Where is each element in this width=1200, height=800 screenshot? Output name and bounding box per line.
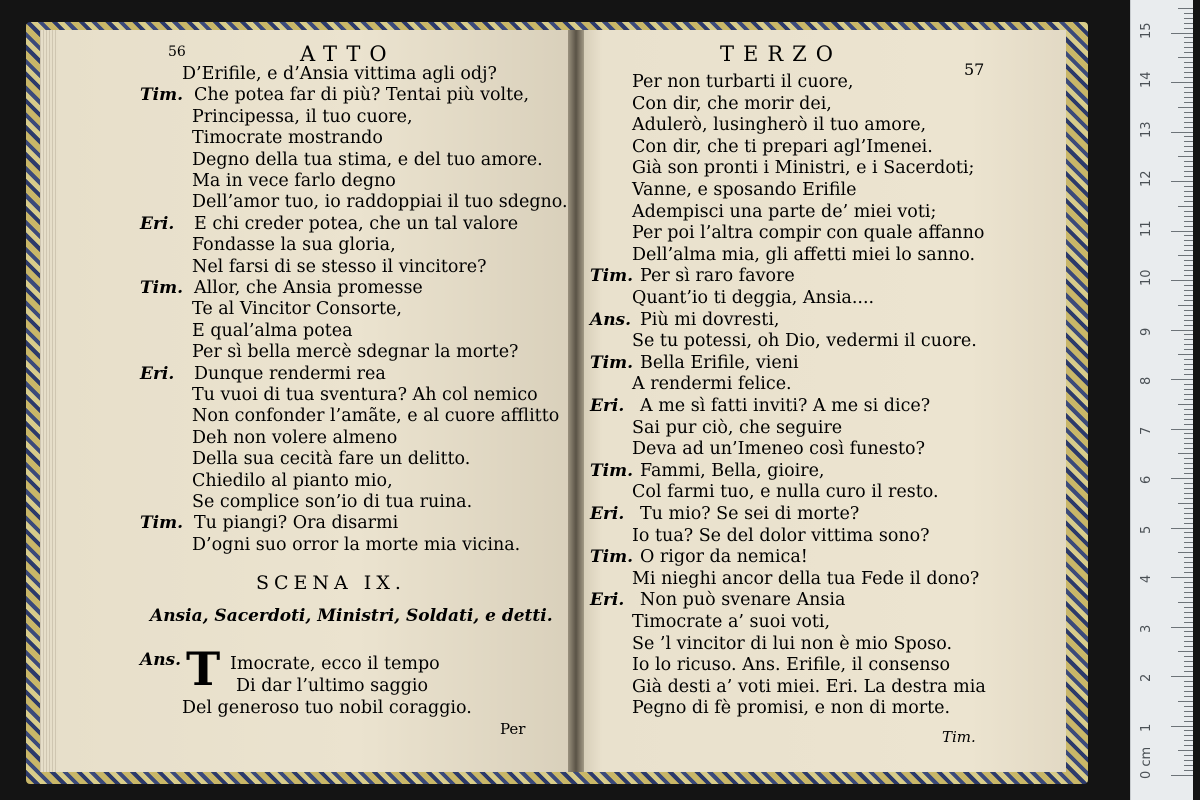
verse-line: Principessa, il tuo cuore,: [192, 106, 413, 127]
ruler-label: 2: [1139, 673, 1154, 682]
speaker-label: Tim.: [590, 460, 634, 481]
ruler-tick: [1184, 760, 1193, 761]
ruler-tick: [1184, 221, 1193, 222]
verse-line: Ma in vece farlo degno: [192, 171, 396, 191]
verse-line: Per poi l’altra compir con quale affanno: [632, 223, 985, 244]
ruler-tick: [1178, 107, 1193, 108]
ruler-tick: [1184, 161, 1193, 162]
ruler-tick: [1184, 359, 1193, 360]
scene-line: Del generoso tuo nobil coraggio.: [182, 698, 472, 718]
ruler-tick: [1184, 87, 1193, 88]
ruler-tick: [1184, 706, 1193, 707]
ruler-tick: [1184, 597, 1193, 598]
ruler-tick: [1184, 498, 1193, 499]
ruler-tick: [1184, 18, 1193, 19]
verse-line: Vanne, e sposando Erifile: [632, 180, 857, 200]
ruler-tick: [1184, 389, 1193, 390]
ruler-tick: [1184, 275, 1193, 276]
ruler-tick: [1184, 394, 1193, 395]
ruler-tick: [1184, 265, 1193, 266]
ruler-tick: [1184, 102, 1193, 103]
verse-line: Non può svenare Ansia: [640, 590, 846, 611]
ruler-tick: [1184, 240, 1193, 241]
ruler-tick: [1178, 255, 1193, 256]
ruler-tick: [1184, 711, 1193, 712]
ruler-tick: [1184, 290, 1193, 291]
ruler-tick: [1184, 226, 1193, 227]
ruler-tick: [1184, 364, 1193, 365]
verse-line: Io tua? Se del dolor vittima sono?: [632, 525, 930, 546]
ruler-tick: [1171, 181, 1193, 182]
verse-line: Che potea far di più? Tentai più volte,: [194, 85, 530, 106]
ruler-tick: [1184, 186, 1193, 187]
ruler-label: 7: [1139, 426, 1154, 435]
left-catchword: Per: [500, 720, 526, 738]
ruler-label: 3: [1139, 624, 1154, 633]
ruler-tick: [1184, 419, 1193, 420]
verse-line: Dell’amor tuo, io raddoppiai il tuo sdegno.: [192, 192, 568, 213]
ruler-tick: [1184, 681, 1193, 682]
ruler-tick: [1184, 567, 1193, 568]
speaker-label: Tim.: [140, 85, 184, 106]
ruler-tick: [1178, 354, 1193, 355]
ruler-tick: [1184, 344, 1193, 345]
ruler-tick: [1184, 671, 1193, 672]
ruler-tick: [1184, 508, 1193, 509]
ruler-tick: [1184, 141, 1193, 142]
ruler-tick: [1171, 33, 1193, 34]
ruler-tick: [1184, 523, 1193, 524]
ruler-tick: [1184, 735, 1193, 736]
ruler-tick: [1184, 547, 1193, 548]
verse-line: Quant’io ti deggia, Ansia....: [632, 288, 875, 308]
ruler-tick: [1171, 280, 1193, 281]
ruler-tick: [1178, 453, 1193, 454]
ruler-tick: [1171, 676, 1193, 677]
verse-line: A rendermi felice.: [632, 374, 792, 395]
left-running-head: ATTO: [300, 42, 396, 66]
speaker-label: Eri.: [590, 396, 625, 416]
ruler-tick: [1184, 146, 1193, 147]
verse-line: Già son pronti i Ministri, e i Sacerdoti;: [632, 158, 975, 179]
verse-line: Io lo ricuso. Ans. Erifile, il consenso: [632, 655, 951, 676]
ruler-tick: [1184, 191, 1193, 192]
verse-line: Per sì raro favore: [640, 266, 795, 287]
ruler-label: 15: [1139, 21, 1154, 39]
speaker-label: Tim.: [140, 278, 184, 298]
ruler-tick: [1184, 409, 1193, 410]
verse-line: O rigor da nemica!: [640, 547, 808, 568]
ruler-tick: [1178, 750, 1193, 751]
ruler-tick: [1184, 28, 1193, 29]
ruler-tick: [1171, 726, 1193, 727]
verse-line: Per sì bella mercè sdegnar la morte?: [192, 342, 519, 363]
ruler-tick: [1184, 765, 1193, 766]
ruler-tick: [1184, 77, 1193, 78]
ruler-tick: [1184, 166, 1193, 167]
ruler-tick: [1171, 478, 1193, 479]
ruler-tick: [1184, 235, 1193, 236]
speaker-label: Tim.: [140, 513, 184, 534]
speaker-label: Eri.: [140, 213, 175, 234]
ruler-tick: [1184, 696, 1193, 697]
drop-cap: T: [186, 642, 221, 696]
ruler-tick: [1171, 330, 1193, 331]
ruler-tick: [1184, 320, 1193, 321]
verse-line: Dell’alma mia, gli affetti miei lo sanno.: [632, 244, 976, 265]
ruler-tick: [1178, 503, 1193, 504]
ruler-tick: [1184, 47, 1193, 48]
ruler-tick: [1184, 745, 1193, 746]
ruler-tick: [1184, 488, 1193, 489]
scene-title: SCENA IX.: [256, 572, 406, 594]
ruler-tick: [1171, 231, 1193, 232]
ruler-tick: [1184, 399, 1193, 400]
ruler-tick: [1184, 770, 1193, 771]
verse-line: A me sì fatti inviti? A me si dice?: [640, 396, 931, 416]
ruler-tick: [1184, 607, 1193, 608]
ruler-tick: [1184, 458, 1193, 459]
verse-line: Se tu potessi, oh Dio, vedermi il cuore.: [632, 331, 977, 352]
ruler-tick: [1184, 325, 1193, 326]
ruler-tick: [1184, 513, 1193, 514]
ruler-tick: [1178, 156, 1193, 157]
ruler-tick: [1184, 730, 1193, 731]
ruler-tick: [1184, 285, 1193, 286]
ruler-tick: [1171, 577, 1193, 578]
verse-line: E chi creder potea, che un tal valore: [194, 213, 519, 234]
ruler-tick: [1184, 617, 1193, 618]
ruler-tick: [1184, 666, 1193, 667]
scene-characters: Ansia, Sacerdoti, Ministri, Soldati, e detti.: [150, 606, 553, 626]
ruler-label: 9: [1139, 327, 1154, 336]
ruler-tick: [1184, 349, 1193, 350]
ruler-tick: [1178, 651, 1193, 652]
verse-line: Non confonder l’amãte, e al cuore afflitto: [192, 406, 560, 427]
verse-line: Bella Erifile, vieni: [640, 352, 799, 373]
right-catchword: Tim.: [942, 728, 976, 746]
verse-line: Se ’l vincitor di lui non è mio Sposo.: [632, 633, 953, 654]
ruler-label: 14: [1139, 71, 1154, 88]
verse-line: Nel farsi di se stesso il vincitore?: [192, 256, 487, 277]
verse-line: Se complice son’io di tua ruina.: [192, 492, 473, 512]
verse-line: Timocrate mostrando: [192, 128, 383, 149]
ruler-tick: [1171, 775, 1193, 776]
ruler-tick: [1184, 424, 1193, 425]
verse-line: Allor, che Ansia promesse: [194, 278, 423, 298]
verse-line: Col farmi tuo, e nulla curo il resto.: [632, 482, 939, 503]
ruler-tick: [1184, 117, 1193, 118]
ruler-tick: [1184, 493, 1193, 494]
verse-line: D’Erifile, e d’Ansia vittima agli odj?: [182, 64, 497, 84]
right-page-number: 57: [964, 60, 985, 79]
page-edges: [40, 30, 58, 772]
ruler-tick: [1184, 97, 1193, 98]
speaker-label: Eri.: [590, 504, 625, 524]
ruler-tick: [1184, 37, 1193, 38]
verse-line: Con dir, che morir dei,: [632, 93, 832, 114]
verse-line: Mi nieghi ancor della tua Fede il dono?: [632, 568, 980, 589]
speaker-label: Tim.: [590, 352, 634, 373]
ruler-tick: [1171, 132, 1193, 133]
ruler-tick: [1184, 716, 1193, 717]
ruler-label: 5: [1139, 525, 1154, 534]
ruler-tick: [1184, 216, 1193, 217]
verse-line: Più mi dovresti,: [640, 309, 780, 330]
ruler-tick: [1184, 468, 1193, 469]
ruler-tick: [1184, 622, 1193, 623]
ruler-tick: [1171, 528, 1193, 529]
ruler-tick: [1184, 661, 1193, 662]
speaker-label: Tim.: [590, 266, 634, 287]
ruler-label: 6: [1139, 475, 1154, 484]
ruler-tick: [1184, 542, 1193, 543]
verse-line: Timocrate a’ suoi voti,: [632, 612, 831, 632]
verse-line: Fondasse la sua gloria,: [192, 235, 396, 256]
ruler-tick: [1184, 300, 1193, 301]
ruler-tick: [1184, 582, 1193, 583]
verse-line: Degno della tua stima, e del tuo amore.: [192, 149, 543, 170]
ruler-tick: [1171, 379, 1193, 380]
ruler-tick: [1184, 572, 1193, 573]
ruler-tick: [1171, 429, 1193, 430]
scene-speaker: Ans.: [140, 650, 182, 670]
ruler-tick: [1184, 176, 1193, 177]
ruler-tick: [1178, 206, 1193, 207]
speaker-label: Eri.: [590, 590, 625, 611]
verse-line: Della sua cecità fare un delitto.: [192, 449, 471, 470]
ruler-tick: [1184, 122, 1193, 123]
ruler-label: 1: [1139, 723, 1154, 732]
speaker-label: Eri.: [140, 363, 175, 384]
measuring-ruler: [1130, 0, 1193, 800]
ruler-label: 8: [1139, 376, 1154, 385]
ruler-tick: [1184, 587, 1193, 588]
speaker-label: Tim.: [590, 547, 634, 568]
ruler-tick: [1184, 171, 1193, 172]
ruler-tick: [1184, 62, 1193, 63]
right-running-head: TERZO: [720, 42, 842, 66]
scene-line: Imocrate, ecco il tempo: [230, 654, 440, 674]
verse-line: E qual’alma potea: [192, 320, 353, 341]
ruler-tick: [1178, 57, 1193, 58]
ruler-tick: [1171, 82, 1193, 83]
ruler-tick: [1184, 612, 1193, 613]
ruler-tick: [1184, 592, 1193, 593]
ruler-tick: [1184, 151, 1193, 152]
scene-line: Di dar l’ultimo saggio: [236, 676, 429, 696]
verse-line: Per non turbarti il cuore,: [632, 72, 854, 92]
ruler-tick: [1184, 310, 1193, 311]
ruler-tick: [1184, 443, 1193, 444]
ruler-tick: [1184, 518, 1193, 519]
ruler-tick: [1184, 339, 1193, 340]
ruler-tick: [1184, 42, 1193, 43]
verse-line: Te al Vincitor Consorte,: [192, 299, 402, 320]
ruler-tick: [1184, 72, 1193, 73]
ruler-label: 13: [1139, 120, 1154, 138]
ruler-tick: [1184, 201, 1193, 202]
ruler-tick: [1184, 755, 1193, 756]
ruler-tick: [1184, 13, 1193, 14]
ruler-label: 10: [1139, 269, 1154, 286]
ruler-tick: [1184, 448, 1193, 449]
ruler-tick: [1184, 369, 1193, 370]
ruler-tick: [1184, 646, 1193, 647]
ruler-tick: [1171, 627, 1193, 628]
verse-line: Già desti a’ voti miei. Eri. La destra mia: [632, 676, 986, 697]
ruler-tick: [1184, 260, 1193, 261]
ruler-tick: [1184, 721, 1193, 722]
verse-line: Tu mio? Se sei di morte?: [640, 504, 860, 524]
ruler-tick: [1184, 537, 1193, 538]
ruler-tick: [1184, 641, 1193, 642]
ruler-tick: [1184, 270, 1193, 271]
ruler-tick: [1184, 631, 1193, 632]
ruler-tick: [1184, 245, 1193, 246]
ruler-tick: [1184, 433, 1193, 434]
ruler-tick: [1184, 656, 1193, 657]
verse-line: Con dir, che ti prepari agl’Imenei.: [632, 136, 933, 157]
ruler-tick: [1184, 438, 1193, 439]
ruler-tick: [1184, 384, 1193, 385]
ruler-tick: [1184, 196, 1193, 197]
ruler-label: 12: [1139, 170, 1154, 187]
verse-line: Fammi, Bella, gioire,: [640, 460, 825, 481]
ruler-tick: [1184, 414, 1193, 415]
verse-line: Chiedilo al pianto mio,: [192, 470, 393, 491]
book-gutter: [568, 30, 584, 772]
ruler-tick: [1184, 315, 1193, 316]
ruler-label: 11: [1139, 219, 1154, 237]
ruler-tick: [1184, 636, 1193, 637]
ruler-tick: [1184, 374, 1193, 375]
ruler-tick: [1184, 483, 1193, 484]
ruler-tick: [1184, 23, 1193, 24]
ruler-tick: [1178, 602, 1193, 603]
ruler-tick: [1184, 740, 1193, 741]
verse-line: Pegno di fè promisi, e non di morte.: [632, 698, 951, 719]
verse-line: D’ogni suo orror la morte mia vicina.: [192, 534, 521, 555]
ruler-tick: [1184, 691, 1193, 692]
ruler-tick: [1184, 473, 1193, 474]
ruler-tick: [1184, 463, 1193, 464]
verse-line: Tu piangi? Ora disarmi: [194, 513, 399, 534]
ruler-tick: [1184, 686, 1193, 687]
ruler-tick: [1178, 701, 1193, 702]
ruler-label: 0 cm: [1139, 746, 1154, 779]
verse-line: Adempisci una parte de’ miei voti;: [632, 201, 937, 222]
ruler-tick: [1184, 211, 1193, 212]
verse-line: Deh non volere almeno: [192, 427, 398, 448]
verse-line: Tu vuoi di tua sventura? Ah col nemico: [192, 385, 538, 405]
ruler-tick: [1184, 52, 1193, 53]
ruler-tick: [1184, 557, 1193, 558]
speaker-label: Ans.: [590, 309, 632, 330]
ruler-tick: [1178, 305, 1193, 306]
ruler-tick: [1184, 92, 1193, 93]
ruler-tick: [1178, 552, 1193, 553]
verse-line: Sai pur ciò, che seguire: [632, 417, 843, 438]
ruler-tick: [1184, 334, 1193, 335]
ruler-tick: [1184, 532, 1193, 533]
ruler-tick: [1184, 295, 1193, 296]
ruler-tick: [1184, 250, 1193, 251]
ruler-tick: [1184, 562, 1193, 563]
ruler-tick: [1184, 67, 1193, 68]
left-page-number: 56: [168, 44, 186, 60]
ruler-tick: [1178, 8, 1193, 9]
ruler-tick: [1184, 127, 1193, 128]
ruler-label: 4: [1139, 574, 1154, 583]
verse-line: Deva ad un’Imeneo così funesto?: [632, 439, 925, 460]
verse-line: Adulerò, lusingherò il tuo amore,: [632, 115, 927, 136]
ruler-tick: [1178, 404, 1193, 405]
verse-line: Dunque rendermi rea: [194, 363, 386, 384]
ruler-tick: [1184, 136, 1193, 137]
ruler-tick: [1184, 112, 1193, 113]
